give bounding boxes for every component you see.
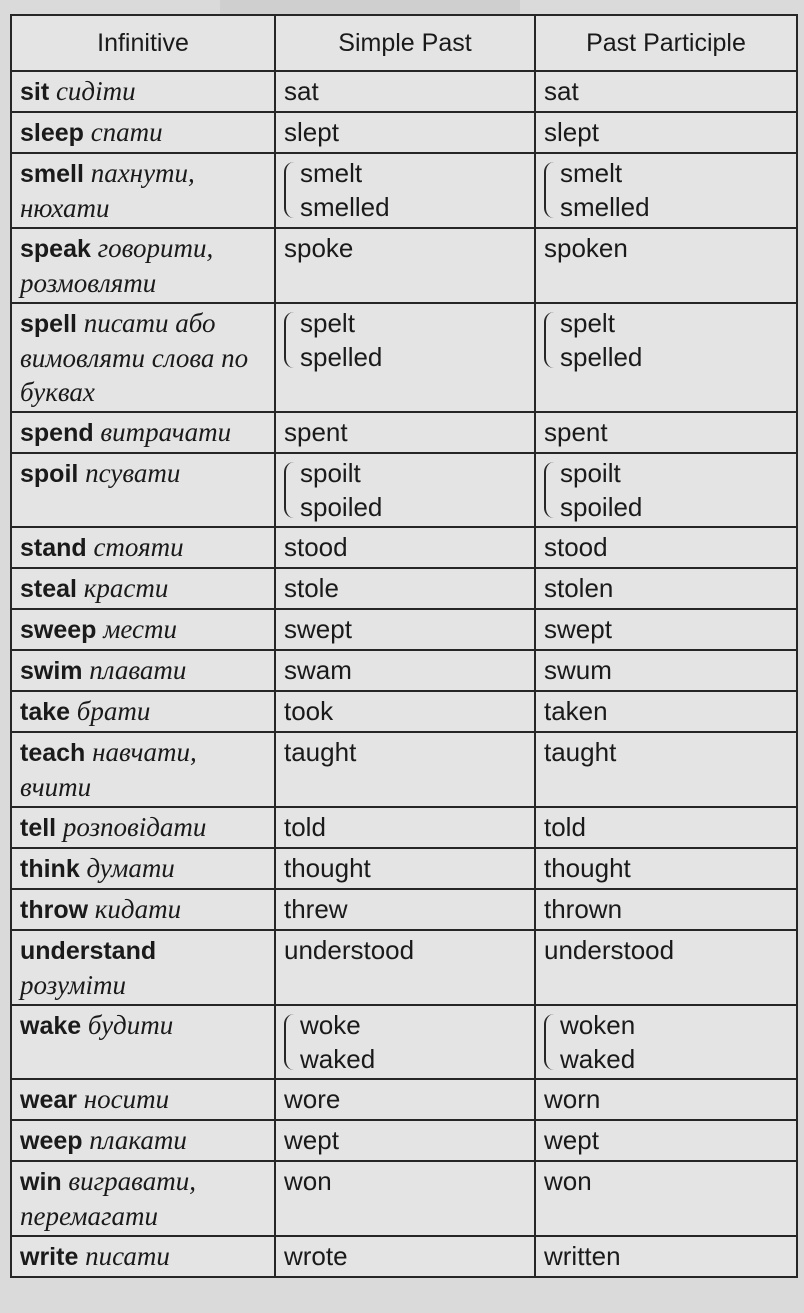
simple-past-form: took xyxy=(284,696,334,726)
infinitive-cell xyxy=(11,848,275,889)
variant-forms xyxy=(544,156,788,224)
past-participle-form: waked xyxy=(560,1044,636,1074)
curly-brace-icon xyxy=(284,1014,296,1070)
past-participle-form: thrown xyxy=(544,894,623,924)
translation: писати xyxy=(85,1241,170,1271)
verb: wear xyxy=(20,1086,77,1114)
verb: swim xyxy=(20,657,83,685)
translation: плакати xyxy=(89,1125,187,1155)
table-row xyxy=(11,807,797,848)
past-participle-cell xyxy=(535,568,797,609)
simple-past-form: threw xyxy=(284,894,348,924)
past-participle-cell xyxy=(535,1161,797,1236)
simple-past-form: spoiled xyxy=(300,492,383,522)
translation: псувати xyxy=(85,458,181,488)
past-participle-form: written xyxy=(544,1241,621,1271)
simple-past-form: wore xyxy=(284,1084,341,1114)
past-participle-cell xyxy=(535,71,797,112)
translation: спати xyxy=(90,117,163,147)
curly-brace-icon xyxy=(544,162,556,218)
simple-past-form: swam xyxy=(284,655,352,685)
verb: tell xyxy=(20,814,57,842)
past-participle-cell xyxy=(535,732,797,807)
past-participle-form: told xyxy=(544,812,586,842)
simple-past-form: taught xyxy=(284,737,357,767)
past-participle-form: smelt xyxy=(560,158,623,188)
translation: писати або вимовляти слова по буквах xyxy=(20,308,249,407)
past-participle-form: thought xyxy=(544,853,631,883)
infinitive-cell xyxy=(11,609,275,650)
translation: кидати xyxy=(94,894,182,924)
past-participle-form: understood xyxy=(544,935,675,965)
past-participle-cell xyxy=(535,303,797,412)
past-participle-cell xyxy=(535,848,797,889)
verb: weep xyxy=(20,1127,83,1155)
past-participle-form: taught xyxy=(544,737,617,767)
past-participle-cell xyxy=(535,807,797,848)
verb: teach xyxy=(20,739,86,767)
infinitive-cell xyxy=(11,1120,275,1161)
verb: think xyxy=(20,855,80,883)
table-row xyxy=(11,691,797,732)
simple-past-cell xyxy=(275,71,535,112)
variant-forms xyxy=(284,456,526,524)
irregular-verbs-table xyxy=(10,14,798,1278)
infinitive-cell xyxy=(11,930,275,1005)
simple-past-cell xyxy=(275,732,535,807)
verb: take xyxy=(20,698,71,726)
table-row xyxy=(11,112,797,153)
simple-past-form: spoke xyxy=(284,233,354,263)
variant-forms xyxy=(284,1008,526,1076)
past-participle-form: spent xyxy=(544,417,608,447)
infinitive-cell xyxy=(11,1079,275,1120)
past-participle-cell xyxy=(535,1079,797,1120)
past-participle-form: woken xyxy=(560,1010,636,1040)
verb: steal xyxy=(20,575,77,603)
bleed-through-text xyxy=(220,0,520,14)
past-participle-cell xyxy=(535,1236,797,1277)
table-row xyxy=(11,303,797,412)
simple-past-cell xyxy=(275,650,535,691)
translation: розуміти xyxy=(20,970,127,1000)
table-row xyxy=(11,228,797,303)
translation: брати xyxy=(76,696,151,726)
infinitive-cell xyxy=(11,1005,275,1079)
past-participle-cell xyxy=(535,453,797,527)
past-participle-cell xyxy=(535,650,797,691)
simple-past-form: smelt xyxy=(300,158,363,188)
translation: сидіти xyxy=(55,76,136,106)
simple-past-form: smelled xyxy=(300,192,390,222)
translation: красти xyxy=(83,573,169,603)
translation: витрачати xyxy=(100,417,232,447)
simple-past-cell xyxy=(275,1236,535,1277)
simple-past-form: waked xyxy=(300,1044,376,1074)
past-participle-form: stood xyxy=(544,532,608,562)
past-participle-cell xyxy=(535,889,797,930)
variant-forms xyxy=(544,456,788,524)
simple-past-form: sat xyxy=(284,76,319,106)
translation: навчати, вчити xyxy=(20,737,197,802)
simple-past-form: understood xyxy=(284,935,415,965)
curly-brace-icon xyxy=(284,462,296,518)
past-participle-form: sat xyxy=(544,76,579,106)
simple-past-form: won xyxy=(284,1166,332,1196)
translation: мести xyxy=(103,614,178,644)
infinitive-cell xyxy=(11,568,275,609)
variant-forms xyxy=(544,1008,788,1076)
table-row xyxy=(11,153,797,228)
translation: плавати xyxy=(89,655,187,685)
curly-brace-icon xyxy=(284,162,296,218)
infinitive-cell xyxy=(11,807,275,848)
simple-past-form: spent xyxy=(284,417,348,447)
simple-past-cell xyxy=(275,228,535,303)
past-participle-cell xyxy=(535,112,797,153)
table-row xyxy=(11,412,797,453)
verb: write xyxy=(20,1243,79,1271)
simple-past-cell xyxy=(275,1079,535,1120)
past-participle-cell xyxy=(535,930,797,1005)
simple-past-cell xyxy=(275,568,535,609)
simple-past-cell xyxy=(275,930,535,1005)
past-participle-cell xyxy=(535,153,797,228)
past-participle-cell xyxy=(535,691,797,732)
curly-brace-icon xyxy=(544,312,556,368)
translation: вигравати, перемагати xyxy=(20,1166,196,1231)
past-participle-cell xyxy=(535,228,797,303)
table-row xyxy=(11,1005,797,1079)
past-participle-form: slept xyxy=(544,117,599,147)
table-row xyxy=(11,1120,797,1161)
past-participle-cell xyxy=(535,527,797,568)
variant-forms xyxy=(544,306,788,374)
curly-brace-icon xyxy=(544,462,556,518)
translation: стояти xyxy=(93,532,184,562)
past-participle-form: stolen xyxy=(544,573,614,603)
simple-past-form: slept xyxy=(284,117,339,147)
table-body xyxy=(11,71,797,1277)
table-row xyxy=(11,1236,797,1277)
simple-past-cell xyxy=(275,303,535,412)
simple-past-cell xyxy=(275,527,535,568)
table-row xyxy=(11,453,797,527)
simple-past-form: swept xyxy=(284,614,352,644)
simple-past-cell xyxy=(275,112,535,153)
table-row xyxy=(11,930,797,1005)
past-participle-cell xyxy=(535,1005,797,1079)
simple-past-form: woke xyxy=(300,1010,361,1040)
simple-past-cell xyxy=(275,691,535,732)
infinitive-cell xyxy=(11,303,275,412)
past-participle-cell xyxy=(535,609,797,650)
infinitive-cell xyxy=(11,412,275,453)
simple-past-form: spelled xyxy=(300,342,383,372)
table-row xyxy=(11,889,797,930)
header-row xyxy=(11,15,797,71)
past-participle-form: taken xyxy=(544,696,608,726)
verb: wake xyxy=(20,1012,82,1040)
verb: sleep xyxy=(20,119,84,147)
header-simple-past: Simple Past xyxy=(275,15,535,71)
variant-forms xyxy=(284,156,526,224)
table-row xyxy=(11,1079,797,1120)
past-participle-form: spelt xyxy=(560,308,615,338)
verb: sit xyxy=(20,78,50,106)
header-infinitive: Infinitive xyxy=(11,15,275,71)
infinitive-cell xyxy=(11,1236,275,1277)
verb: speak xyxy=(20,235,91,263)
translation: пахнути, нюхати xyxy=(20,158,195,223)
table-row xyxy=(11,848,797,889)
simple-past-form: stole xyxy=(284,573,339,603)
infinitive-cell xyxy=(11,112,275,153)
translation: будити xyxy=(87,1010,174,1040)
verb: smell xyxy=(20,160,84,188)
past-participle-form: wept xyxy=(544,1125,599,1155)
simple-past-form: wept xyxy=(284,1125,339,1155)
translation: розповідати xyxy=(62,812,207,842)
past-participle-cell xyxy=(535,1120,797,1161)
simple-past-form: spelt xyxy=(300,308,355,338)
verb: sweep xyxy=(20,616,97,644)
simple-past-cell xyxy=(275,889,535,930)
simple-past-form: told xyxy=(284,812,326,842)
simple-past-form: thought xyxy=(284,853,371,883)
infinitive-cell xyxy=(11,228,275,303)
curly-brace-icon xyxy=(544,1014,556,1070)
verb: spend xyxy=(20,419,94,447)
simple-past-cell xyxy=(275,848,535,889)
translation: говорити, розмовляти xyxy=(20,233,214,298)
table-row xyxy=(11,1161,797,1236)
infinitive-cell xyxy=(11,153,275,228)
past-participle-cell xyxy=(535,412,797,453)
infinitive-cell xyxy=(11,650,275,691)
verb: stand xyxy=(20,534,87,562)
past-participle-form: spoiled xyxy=(560,492,643,522)
simple-past-form: stood xyxy=(284,532,348,562)
infinitive-cell xyxy=(11,889,275,930)
table-row xyxy=(11,71,797,112)
past-participle-form: spoken xyxy=(544,233,628,263)
past-participle-form: swum xyxy=(544,655,612,685)
past-participle-form: swept xyxy=(544,614,612,644)
simple-past-cell xyxy=(275,1161,535,1236)
infinitive-cell xyxy=(11,71,275,112)
table-row xyxy=(11,732,797,807)
simple-past-cell xyxy=(275,1005,535,1079)
simple-past-cell xyxy=(275,412,535,453)
verb: understand xyxy=(20,937,157,965)
past-participle-form: smelled xyxy=(560,192,650,222)
table-row xyxy=(11,527,797,568)
table-row xyxy=(11,609,797,650)
simple-past-form: spoilt xyxy=(300,458,361,488)
simple-past-form: wrote xyxy=(284,1241,348,1271)
translation: думати xyxy=(86,853,175,883)
simple-past-cell xyxy=(275,609,535,650)
variant-forms xyxy=(284,306,526,374)
simple-past-cell xyxy=(275,1120,535,1161)
simple-past-cell xyxy=(275,453,535,527)
curly-brace-icon xyxy=(284,312,296,368)
past-participle-form: spelled xyxy=(560,342,643,372)
infinitive-cell xyxy=(11,732,275,807)
past-participle-form: worn xyxy=(544,1084,601,1114)
infinitive-cell xyxy=(11,1161,275,1236)
infinitive-cell xyxy=(11,527,275,568)
table-row xyxy=(11,568,797,609)
past-participle-form: won xyxy=(544,1166,592,1196)
verb: throw xyxy=(20,896,89,924)
verb: win xyxy=(20,1168,62,1196)
verb: spoil xyxy=(20,460,79,488)
header-past-participle: Past Participle xyxy=(535,15,797,71)
infinitive-cell xyxy=(11,691,275,732)
table-row xyxy=(11,650,797,691)
translation: носити xyxy=(83,1084,170,1114)
verb: spell xyxy=(20,310,77,338)
simple-past-cell xyxy=(275,153,535,228)
infinitive-cell xyxy=(11,453,275,527)
past-participle-form: spoilt xyxy=(560,458,621,488)
simple-past-cell xyxy=(275,807,535,848)
